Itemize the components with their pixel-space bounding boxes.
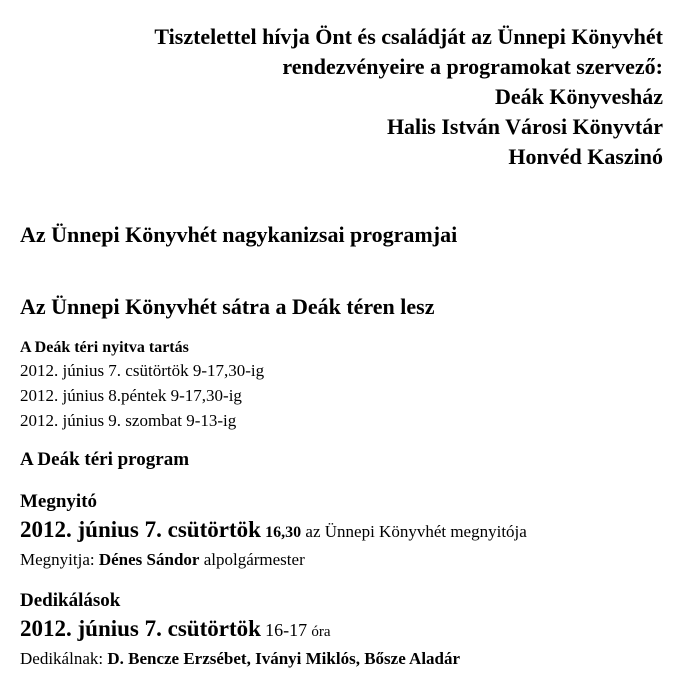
- dedications-by-line: [20, 647, 681, 671]
- opening-hours-line: 2012. június 8.péntek 9-17,30-ig: [20, 386, 242, 405]
- megnyito-by-role: alpolgármester: [203, 550, 305, 569]
- dedications-date: 2012. június 7. csütörtök: [20, 616, 261, 641]
- dedications-time: 16-17: [265, 620, 308, 640]
- invitation-organizer: Halis István Városi Könyvtár: [386, 114, 663, 139]
- megnyito-date: 2012. június 7. csütörtök: [20, 517, 261, 542]
- megnyito-time: 16,30: [265, 524, 302, 541]
- dedications-date-line: [20, 614, 681, 647]
- megnyito-by-line: [20, 548, 681, 572]
- invitation-organizer: Honvéd Kaszinó: [508, 144, 663, 169]
- dedications-names: D. Bencze Erzsébet, Iványi Miklós, Bősze Aladár: [107, 649, 461, 668]
- megnyito-by-label: Megnyitja:: [20, 550, 95, 569]
- opening-hours-line: 2012. június 7. csütörtök 9-17,30-ig: [20, 361, 265, 380]
- opening-hours-line: 2012. június 9. szombat 9-13-ig: [20, 411, 237, 430]
- dedications-time-unit: óra: [311, 624, 331, 640]
- megnyito-date-line: [20, 515, 681, 548]
- venue-heading: Az Ünnepi Könyvhét sátra a Deák téren lesz: [20, 294, 435, 319]
- megnyito-title: Megnyitó: [20, 491, 98, 512]
- megnyito-by-name: Dénes Sándor: [98, 550, 200, 569]
- invitation-line: Tisztelettel hívja Önt és családját az Ünnepi Könyvhét: [154, 24, 663, 49]
- megnyito-event: az Ünnepi Könyvhét megnyitója: [305, 522, 527, 541]
- invitation-block: [0, 0, 681, 172]
- invitation-organizer: Deák Könyvesház: [494, 84, 663, 109]
- program-title: A Deák téri program: [20, 449, 190, 470]
- invitation-line: rendezvényeire a programokat szervező:: [282, 54, 663, 79]
- dedications-title: Dedikálások: [20, 590, 121, 611]
- opening-hours-title: A Deák téri nyitva tartás: [20, 339, 189, 356]
- main-heading: Az Ünnepi Könyvhét nagykanizsai programjai: [20, 222, 458, 247]
- dedications-by-label: Dedikálnak:: [20, 649, 104, 668]
